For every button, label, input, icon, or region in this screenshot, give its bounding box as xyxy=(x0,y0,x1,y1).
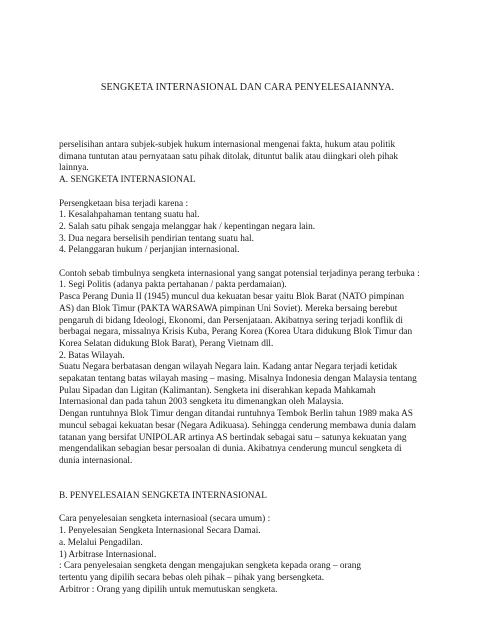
text-line: sepakatan tentang batas wilayah masing – masing. Misalnya Indonesia dengan Malaysia tentang xyxy=(59,374,417,385)
text-line: AS) dan Blok Timur (PAKTA WARSAWA pimpinan Uni Soviet). Mereka bersaing berebut xyxy=(59,303,398,314)
text-line: Internasional dan pada tahun 2003 sengketa itu dimenangkan oleh Malaysia. xyxy=(59,397,344,408)
intro-paragraph xyxy=(59,140,479,175)
document-body xyxy=(59,140,479,596)
text-line: Arbitror : Orang yang dipilih untuk memutuskan sengketa. xyxy=(59,584,278,595)
document-title: SENGKETA INTERNASIONAL DAN CARA PENYELESAIANNYA. xyxy=(100,82,395,93)
text-line: dimana tuntutan atau pernyataan satu pihak ditolak, dituntut balik atau diingkari oleh pihak xyxy=(59,151,398,162)
text-line: Contoh sebab timbulnya sengketa internasional yang sangat potensial terjadinya perang terbuka : xyxy=(59,268,420,279)
text-line: : Cara penyelesaian sengketa dengan mengajukan sengketa kepada orang – orang xyxy=(59,561,362,572)
section-a-heading: A. SENGKETA INTERNASIONAL xyxy=(59,175,196,186)
text-line: 1. Segi Politis (adanya pakta pertahanan / pakta perdamaian). xyxy=(59,280,287,291)
list-item: 3. Dua negara berselisih pendirian tentang suatu hal. xyxy=(59,233,254,244)
text-line: 2. Batas Wilayah. xyxy=(59,350,125,361)
causes-list xyxy=(59,210,479,257)
text-line: mengendalikan sebagian besar persoalan di dunia. Akibatnya cenderung muncul sengketa di xyxy=(59,444,402,455)
text-line: a. Melalui Pengadilan. xyxy=(59,537,143,548)
list-item: 4. Pelanggaran hukum / perjanjian internasional. xyxy=(59,245,240,256)
text-line: berbagai negara, missalnya Krisis Kuba, Perang Korea (Korea Utara didukung Blok Timur dan xyxy=(59,327,413,338)
text-line: 1. Penyelesaian Sengketa Internasional Secara Damai. xyxy=(59,526,261,537)
text-line: 1) Arbitrase Internasional. xyxy=(59,549,157,560)
text-line: perselisihan antara subjek-subjek hukum internasional mengenai fakta, hukum atau politik xyxy=(59,140,396,150)
text-line: Suatu Negara berbatasan dengan wilayah Negara lain. Kadang antar Negara terjadi ketidak xyxy=(59,362,398,373)
causes-intro: Persengketaan bisa terjadi karena : xyxy=(59,198,189,209)
text-line: Korea Selatan didukung Blok Barat), Perang Vietnam dll. xyxy=(59,338,274,349)
text-line: pengaruh di bidang Ideologi, Ekonomi, dan Persenjataan. Akibatnya sering terjadi konflik di xyxy=(59,315,403,326)
text-line: dunia internasional. xyxy=(59,455,133,466)
examples-paragraph xyxy=(59,269,479,468)
text-line: Pasca Perang Dunia II (1945) muncul dua kekuatan besar yaitu Blok Barat (NATO pimpinan xyxy=(59,292,405,303)
text-line: Cara penyelesaian sengketa internasioal (secara umum) : xyxy=(59,514,271,525)
text-line: lainnya. xyxy=(59,163,89,174)
section-b-heading: B. PENYELESAIAN SENGKETA INTERNASIONAL xyxy=(59,491,267,502)
list-item: 2. Salah satu pihak sengaja melanggar hak / kepentingan negara lain. xyxy=(59,221,316,232)
text-line: Dengan runtuhnya Blok Timur dengan ditandai runtuhnya Tembok Berlin tahun 1989 maka AS xyxy=(59,409,413,420)
text-line: Pulau Sipadan dan Ligitan (Kalimantan). Sengketa ini diserahkan kepada Mahkamah xyxy=(59,385,376,396)
resolution-paragraph xyxy=(59,514,479,596)
text-line: tertentu yang dipilih secara bebas oleh pihak – pihak yang bersengketa. xyxy=(59,572,325,583)
list-item: 1. Kesalahpahaman tentang suatu hal. xyxy=(59,210,200,221)
text-line: tatanan yang bersifat UNIPOLAR artinya AS bertindak sebagai satu – satunya kekuatan yang xyxy=(59,432,407,443)
text-line: muncul sebagai kekuatan besar (Negara Adikuasa). Sehingga cenderung membawa dunia dalam xyxy=(59,420,417,431)
